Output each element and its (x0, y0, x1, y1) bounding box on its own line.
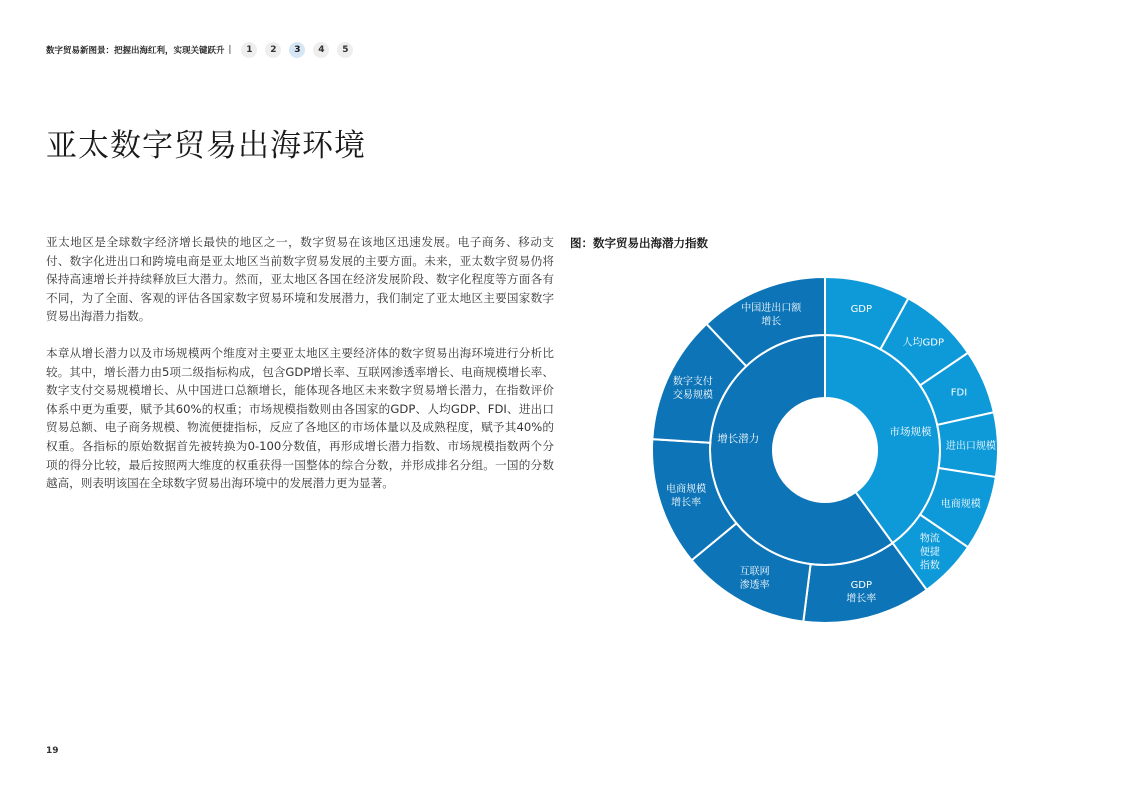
outer-label-5: 电商规模 (940, 499, 981, 511)
paragraph-2: 本章从增长潜力以及市场规模两个维度对主要亚太地区主要经济体的数字贸易出海环境进行分析比较。其中，增长潜力由5项二级指标构成，包含GDP增长率、互联网渗透率增长、电商规模增长率、数字支付交易规模增长、从中国进口总额增长，能体现各地区未来数字贸易增长潜力，在指数评价体系中更为重要，赋予其60%的权重；市场规模指数则由各国家的GDP、人均GDP、FDI、进出口贸易总额、电子商务规模、物流便捷指标，反应了各地区的市场体量以及成熟程度，赋予其40%的权重。各指标的原始数据首先被转换为0-100分数值，再形成增长潜力指数、市场规模指数两个分项的得分比较，最后按照两大维度的权重获得一国整体的综合分数，并形成排名分组。一国的分数越高，则表明该国在全球数字贸易出海环境中的发展潜力更为显著。 (46, 345, 554, 491)
header-title: 数字贸易新图景：把握出海红利，实现关键跃升 (46, 46, 225, 56)
page-nav (241, 42, 353, 58)
sunburst-svg (640, 265, 1010, 635)
inner-label-2: 增长潜力 (717, 432, 760, 445)
outer-label-6: 物流便捷指数 (919, 533, 940, 572)
page-nav-5[interactable]: 5 (337, 42, 353, 58)
header-separator: | (228, 45, 232, 55)
page-number: 19 (46, 746, 59, 756)
outer-label-8: 互联网渗透率 (739, 566, 770, 592)
chart-title: 图：数字贸易出海潜力指数 (570, 236, 708, 250)
sunburst-chart (640, 265, 1010, 635)
page-nav-4[interactable]: 4 (313, 42, 329, 58)
inner-label-1: 市场规模 (889, 426, 932, 439)
outer-label-11: 中国进出口额增长 (741, 303, 802, 328)
outer-label-4: 进出口规模 (945, 440, 996, 452)
paragraph-1: 亚太地区是全球数字经济增长最快的地区之一，数字贸易在该地区迅速发展。电子商务、移动支付、数字化进出口和跨境电商是亚太地区当前数字贸易发展的主要方面。未来，亚太数字贸易仍将保持高速增长并持续释放巨大潜力。然而，亚太地区各国在经济发展阶段、数字化程度等方面各有不同，为了全面、客观的评估各国家数字贸易环境和发展潜力，我们制定了亚太地区主要国家数字贸易出海潜力指数。 (46, 235, 554, 324)
outer-label-1: GDP (850, 304, 873, 316)
center-hole (774, 399, 876, 501)
outer-label-7: GDP 增长率 (846, 580, 877, 605)
page-nav-3[interactable]: 3 (289, 42, 305, 58)
outer-label-2: 人均GDP (902, 337, 945, 349)
header-bar (46, 42, 353, 58)
outer-label-3: FDI (950, 387, 968, 399)
body-text (46, 233, 554, 511)
outer-label-9: 电商规模增长率 (666, 483, 707, 509)
outer-label-10: 数字支付交易规模 (672, 376, 713, 402)
page-title: 亚太数字贸易出海环境 (46, 128, 366, 164)
page-nav-1[interactable]: 1 (241, 42, 257, 58)
page-nav-2[interactable]: 2 (265, 42, 281, 58)
